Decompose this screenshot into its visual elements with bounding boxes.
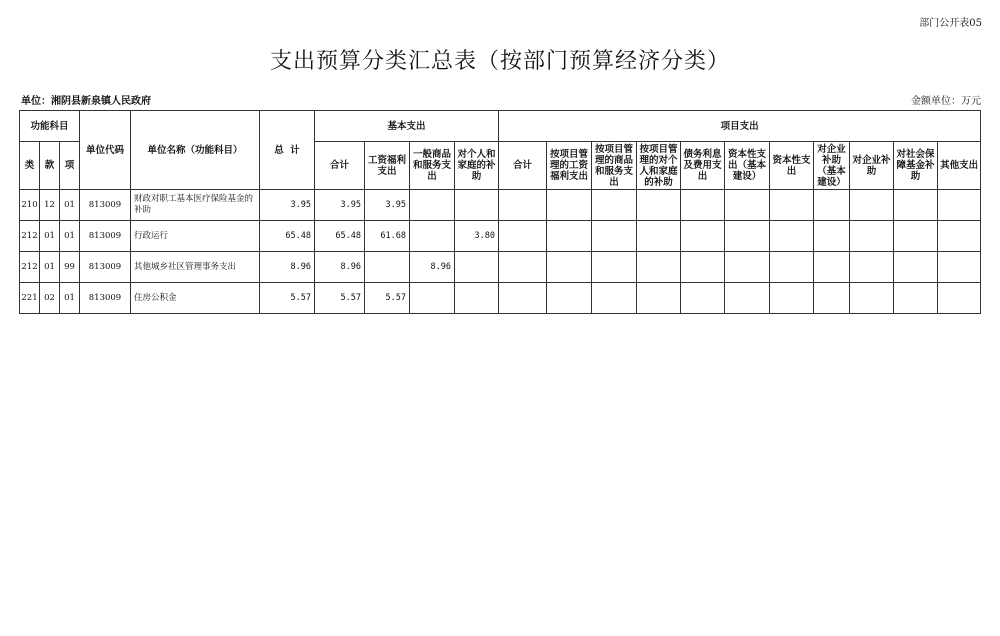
unit-label: 单位：湘阴县新泉镇人民政府 [21, 96, 151, 107]
cell-project-empty [770, 252, 814, 283]
cell-unit-code: 813009 [80, 252, 131, 283]
cell-total: 5.57 [260, 283, 315, 314]
cell-basic-sum: 8.96 [315, 252, 365, 283]
budget-table [19, 110, 981, 314]
cell-project-empty [592, 190, 637, 221]
cell-project-empty [637, 252, 681, 283]
cell-project-empty [637, 190, 681, 221]
cell-xiang: 01 [60, 283, 80, 314]
cell-lei: 212 [20, 221, 40, 252]
cell-basic-sum: 3.95 [315, 190, 365, 221]
cell-project-empty [850, 190, 894, 221]
cell-basic-personal [455, 283, 499, 314]
cell-project-empty [814, 283, 850, 314]
amount-unit: 金额单位：万元 [911, 96, 981, 107]
header-project-col: 按项目管理的商品和服务支出 [592, 142, 637, 190]
header-xiang: 项 [60, 142, 80, 190]
cell-project-empty [499, 221, 547, 252]
cell-project-empty [814, 221, 850, 252]
header-basic-col: 合计 [315, 142, 365, 190]
cell-project-empty [938, 283, 981, 314]
cell-unit-code: 813009 [80, 283, 131, 314]
cell-total: 3.95 [260, 190, 315, 221]
cell-xiang: 99 [60, 252, 80, 283]
cell-project-empty [547, 252, 592, 283]
cell-project-empty [637, 283, 681, 314]
cell-project-empty [499, 252, 547, 283]
cell-basic-wage [365, 252, 410, 283]
cell-unit-code: 813009 [80, 221, 131, 252]
doc-tag: 部门公开表05 [919, 18, 982, 29]
cell-project-empty [894, 190, 938, 221]
table-row [20, 252, 981, 283]
cell-kuan: 01 [40, 221, 60, 252]
cell-unit-name: 其他城乡社区管理事务支出 [131, 252, 260, 283]
header-project-col: 资本性支出（基本建设） [725, 142, 770, 190]
cell-project-empty [894, 221, 938, 252]
cell-project-empty [938, 252, 981, 283]
cell-project-empty [725, 190, 770, 221]
cell-project-empty [938, 190, 981, 221]
table-row [20, 283, 981, 314]
cell-project-empty [592, 283, 637, 314]
header-project-col: 按项目管理的对个人和家庭的补助 [637, 142, 681, 190]
cell-basic-goods: 8.96 [410, 252, 455, 283]
cell-basic-personal [455, 252, 499, 283]
cell-basic-goods [410, 283, 455, 314]
cell-basic-personal [455, 190, 499, 221]
cell-unit-name: 行政运行 [131, 221, 260, 252]
cell-project-empty [894, 252, 938, 283]
cell-project-empty [681, 190, 725, 221]
cell-unit-code: 813009 [80, 190, 131, 221]
cell-project-empty [499, 190, 547, 221]
header-lei: 类 [20, 142, 40, 190]
header-basic: 基本支出 [315, 111, 499, 142]
header-kuan: 款 [40, 142, 60, 190]
cell-project-empty [592, 252, 637, 283]
cell-project-empty [850, 252, 894, 283]
cell-project-empty [681, 221, 725, 252]
cell-basic-wage: 5.57 [365, 283, 410, 314]
header-project-col: 合计 [499, 142, 547, 190]
page-title: 支出预算分类汇总表（按部门预算经济分类） [269, 49, 730, 74]
cell-project-empty [725, 283, 770, 314]
cell-basic-wage: 3.95 [365, 190, 410, 221]
header-project: 项目支出 [499, 111, 981, 142]
cell-kuan: 12 [40, 190, 60, 221]
cell-project-empty [770, 283, 814, 314]
cell-basic-sum: 65.48 [315, 221, 365, 252]
header-project-col: 对企业补助 [850, 142, 894, 190]
header-project-col: 对企业补助（基本建设） [814, 142, 850, 190]
cell-project-empty [592, 221, 637, 252]
cell-total: 65.48 [260, 221, 315, 252]
table-row [20, 190, 981, 221]
cell-unit-name: 住房公积金 [131, 283, 260, 314]
cell-basic-wage: 61.68 [365, 221, 410, 252]
cell-project-empty [814, 252, 850, 283]
cell-project-empty [894, 283, 938, 314]
cell-lei: 210 [20, 190, 40, 221]
cell-project-empty [681, 283, 725, 314]
cell-lei: 221 [20, 283, 40, 314]
cell-project-empty [547, 283, 592, 314]
cell-project-empty [814, 190, 850, 221]
header-project-col: 资本性支出 [770, 142, 814, 190]
cell-project-empty [547, 221, 592, 252]
cell-project-empty [770, 221, 814, 252]
cell-basic-personal: 3.80 [455, 221, 499, 252]
cell-basic-sum: 5.57 [315, 283, 365, 314]
header-total: 总 计 [260, 111, 315, 190]
cell-kuan: 02 [40, 283, 60, 314]
cell-unit-name: 财政对职工基本医疗保险基金的补助 [131, 190, 260, 221]
cell-basic-goods [410, 221, 455, 252]
cell-project-empty [850, 283, 894, 314]
header-basic-col: 对个人和家庭的补助 [455, 142, 499, 190]
cell-project-empty [938, 221, 981, 252]
cell-basic-goods [410, 190, 455, 221]
cell-project-empty [547, 190, 592, 221]
cell-xiang: 01 [60, 190, 80, 221]
cell-project-empty [770, 190, 814, 221]
cell-project-empty [637, 221, 681, 252]
cell-project-empty [725, 252, 770, 283]
cell-project-empty [725, 221, 770, 252]
header-unit-name: 单位名称（功能科目） [131, 111, 260, 190]
header-project-col: 债务利息及费用支出 [681, 142, 725, 190]
cell-xiang: 01 [60, 221, 80, 252]
cell-total: 8.96 [260, 252, 315, 283]
header-basic-col: 工资福利支出 [365, 142, 410, 190]
cell-project-empty [681, 252, 725, 283]
header-project-col: 其他支出 [938, 142, 981, 190]
header-unit-code: 单位代码 [80, 111, 131, 190]
cell-lei: 212 [20, 252, 40, 283]
header-basic-col: 一般商品和服务支出 [410, 142, 455, 190]
cell-kuan: 01 [40, 252, 60, 283]
cell-project-empty [850, 221, 894, 252]
table-row [20, 221, 981, 252]
header-func-subject: 功能科目 [20, 111, 80, 142]
header-project-col: 对社会保障基金补助 [894, 142, 938, 190]
cell-project-empty [499, 283, 547, 314]
header-project-col: 按项目管理的工资福利支出 [547, 142, 592, 190]
